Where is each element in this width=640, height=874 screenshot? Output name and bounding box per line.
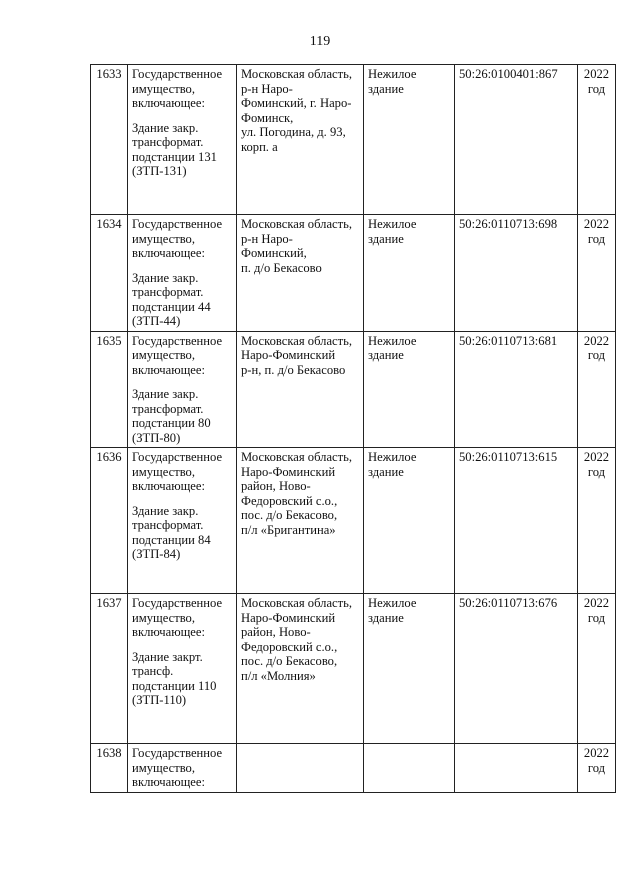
property-group: Государственное имущество, включающее:	[132, 450, 223, 493]
row-number-text: 1638	[96, 746, 122, 760]
row-number-text: 1635	[96, 333, 122, 348]
property-registry-table	[90, 64, 616, 793]
row-number	[91, 65, 128, 215]
address-cell	[237, 215, 364, 332]
row-number	[91, 448, 128, 594]
year-text: 2022 год	[583, 450, 610, 479]
year-cell	[578, 744, 616, 793]
address-cell	[237, 744, 364, 793]
table-row	[91, 594, 616, 744]
cadastral-number-text: 50:26:0110713:681	[459, 333, 558, 348]
property-name-cell	[128, 594, 237, 744]
cadastral-number-cell	[455, 448, 578, 594]
row-number-text: 1636	[96, 450, 122, 464]
object-type-cell	[364, 744, 455, 793]
property-item: Здание закрт. трансф. подстанции 110 (ЗТП-110)	[132, 649, 217, 707]
row-number	[91, 744, 128, 793]
property-item: Здание закр. трансформат. подстанции 84 (ЗТП-84)	[132, 503, 211, 561]
address-cell	[237, 448, 364, 594]
cadastral-number-text: 50:26:0110713:698	[459, 217, 558, 231]
cadastral-number-text: 50:26:0110713:615	[459, 450, 558, 464]
property-group: Государственное имущество, включающее:	[132, 67, 223, 110]
object-type-cell	[364, 331, 455, 448]
address-cell	[237, 594, 364, 744]
object-type-cell	[364, 594, 455, 744]
page-number: 119	[309, 34, 331, 49]
table-row	[91, 448, 616, 594]
property-item: Здание закр. трансформат. подстанции 80 (ЗТП-80)	[132, 387, 211, 445]
object-type-text: Нежилое здание	[368, 67, 417, 96]
table-row	[91, 744, 616, 793]
year-text: 2022 год	[583, 596, 610, 625]
object-type-cell	[364, 65, 455, 215]
row-number	[91, 215, 128, 332]
object-type-text: Нежилое здание	[368, 596, 417, 625]
object-type-cell	[364, 215, 455, 332]
year-cell	[578, 448, 616, 594]
row-number-text: 1637	[96, 596, 122, 610]
cadastral-number-text: 50:26:0110713:676	[459, 596, 558, 610]
address-text: Московская область, р-н Наро- Фоминский, п. д/о Бекасово	[241, 217, 353, 275]
year-cell	[578, 215, 616, 332]
object-type-text: Нежилое здание	[368, 217, 417, 246]
address-text: Московская область, Наро-Фоминский район, Ново- Федоровский с.о., пос. д/о Бекасово, п/л «Бригантина»	[241, 450, 353, 537]
object-type-text: Нежилое здание	[368, 450, 417, 479]
property-name-cell	[128, 65, 237, 215]
row-number	[91, 331, 128, 448]
object-type-cell	[364, 448, 455, 594]
address-text: Московская область, Наро-Фоминский район, Ново- Федоровский с.о., пос. д/о Бекасово, п/л «Молния»	[241, 596, 353, 683]
cadastral-number-text: 50:26:0100401:867	[459, 67, 558, 81]
property-group: Государственное имущество, включающее:	[132, 596, 223, 639]
table-row	[91, 65, 616, 215]
cadastral-number-cell	[455, 215, 578, 332]
property-name-cell	[128, 744, 237, 793]
row-number	[91, 594, 128, 744]
table-row	[91, 215, 616, 332]
row-number-text: 1633	[96, 67, 122, 81]
cadastral-number-cell	[455, 331, 578, 448]
property-item: Здание закр. трансформат. подстанции 131 (ЗТП-131)	[132, 120, 217, 178]
year-cell	[578, 65, 616, 215]
address-text: Московская область, Наро-Фоминский р-н, п. д/о Бекасово	[241, 333, 353, 377]
cadastral-number-cell	[455, 65, 578, 215]
year-text: 2022 год	[583, 333, 610, 362]
property-item: Здание закр. трансформат. подстанции 44 (ЗТП-44)	[132, 270, 211, 328]
address-cell	[237, 331, 364, 448]
year-text: 2022 год	[583, 217, 610, 246]
year-cell	[578, 594, 616, 744]
year-cell	[578, 331, 616, 448]
property-group: Государственное имущество, включающее:	[132, 217, 223, 260]
year-text: 2022 год	[583, 67, 610, 96]
cadastral-number-cell	[455, 594, 578, 744]
property-name-cell	[128, 448, 237, 594]
row-number-text: 1634	[96, 217, 122, 231]
property-group: Государственное имущество, включающее:	[132, 333, 223, 377]
address-cell	[237, 65, 364, 215]
table-row	[91, 331, 616, 448]
year-text: 2022 год	[583, 746, 610, 775]
property-name-cell	[128, 215, 237, 332]
property-group: Государственное имущество, включающее:	[132, 746, 223, 789]
object-type-text: Нежилое здание	[368, 333, 417, 362]
address-text: Московская область, р-н Наро- Фоминский, г. Наро- Фоминск, ул. Погодина, д. 93, корп. а	[241, 67, 353, 154]
property-name-cell	[128, 331, 237, 448]
cadastral-number-cell	[455, 744, 578, 793]
